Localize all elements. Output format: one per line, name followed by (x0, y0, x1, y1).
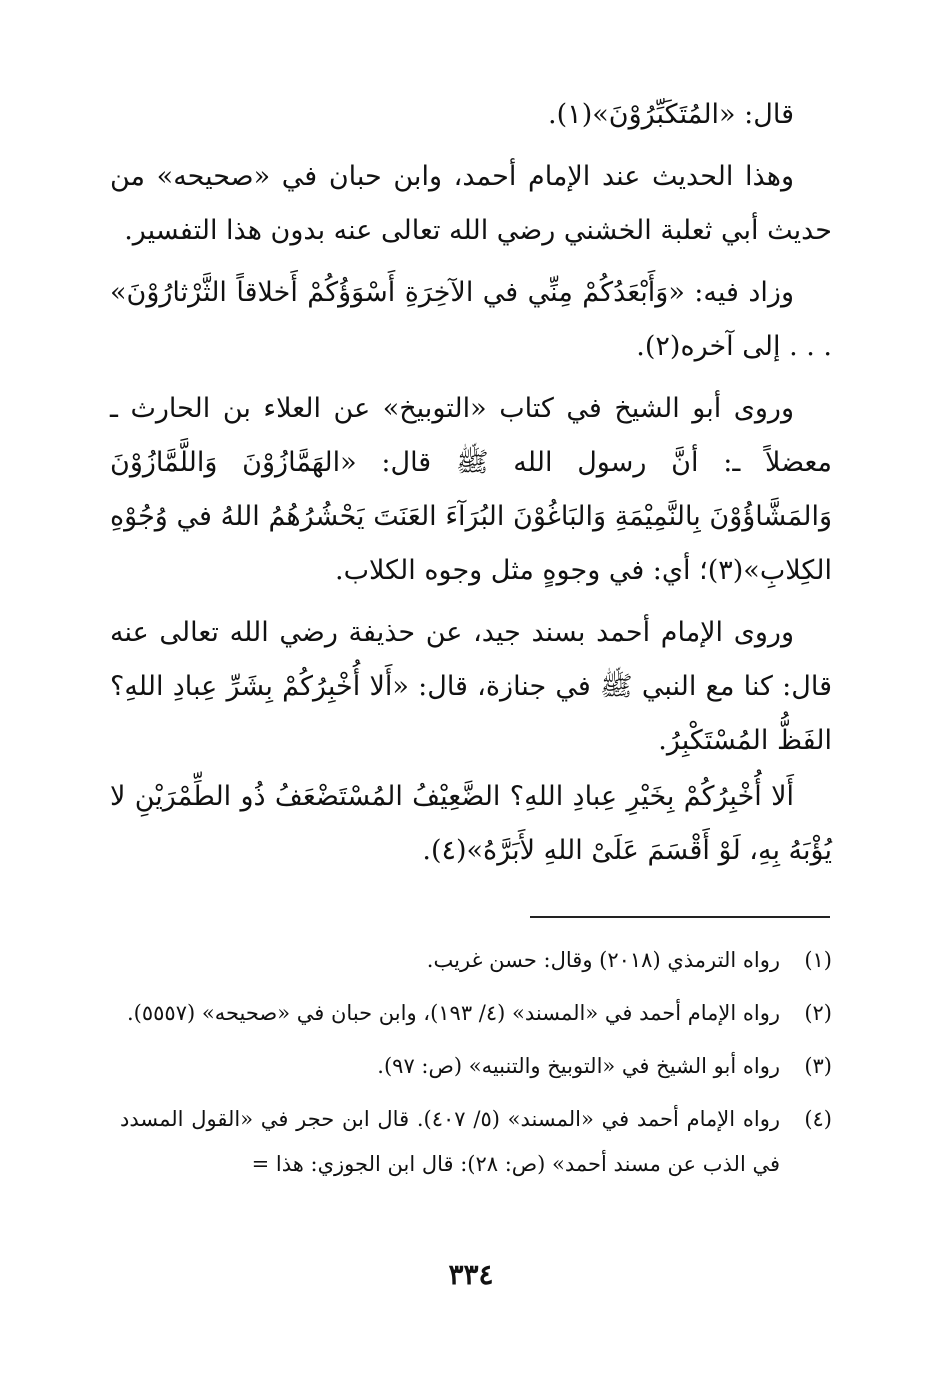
footnote-separator (530, 916, 830, 918)
paragraph-5: وروى الإمام أحمد بسند جيد، عن حذيفة رضي الله تعالى عنه قال: كنا مع النبي ﷺ في جنازة، قال: «أَلا أُخْبِرُكُمْ بِشَرِّ عِبادِ اللهِ؟ الفَظُّ المُسْتَكْبِرُ. (110, 617, 832, 756)
footnote-text: رواه أبو الشيخ في «التوبيخ والتنبيه» (ص: ٩٧). (377, 1054, 780, 1078)
footnote-number: (٤) (804, 1107, 832, 1131)
footnote-4 (120, 1097, 832, 1187)
paragraph-4: وروى أبو الشيخ في كتاب «التوبيخ» عن العلاء بن الحارث ـ معضلاً ـ: أنَّ رسول الله ﷺ قال: «الهَمَّازُوْنَ وَاللَّمَّازُوْنَ وَالمَشَّاؤُوْنَ بِالنَّمِيْمَةِ وَالبَاغُوْنَ البُرَآءَ العَنَتَ يَحْشُرُهُمُ اللهُ في وُجُوْهِ الكِلابِ»(٣)؛ أي: في وجوهٍ مثل وجوه الكلاب. (110, 393, 832, 586)
footnote-text: رواه الإمام أحمد في «المسند» (٤/ ١٩٣)، وابن حبان في «صحيحه» (٥٥٥٧). (127, 1001, 780, 1025)
footnote-number: (١) (804, 948, 832, 972)
footnote-2 (120, 991, 832, 1036)
paragraph-1: قال: «المُتَكَبِّرُوْنَ»(١). (548, 99, 794, 130)
page-number: ٣٣٤ (448, 1258, 494, 1291)
footnote-number: (٣) (804, 1054, 832, 1078)
paragraph-3: وزاد فيه: «وَأَبْعَدُكُمْ مِنِّي في الآخِرَةِ أَسْوَؤُكُمْ أَخلاقاً الثَّرْثارُوْنَ» . . . إلى آخره(٢). (110, 277, 832, 362)
footnote-text: رواه الإمام أحمد في «المسند» (٥/ ٤٠٧). قال ابن حجر في «القول المسدد في الذب عن مسند أحمد» (ص: ٢٨): قال ابن الجوزي: هذا = (120, 1107, 780, 1176)
footnote-text: رواه الترمذي (٢٠١٨) وقال: حسن غريب. (426, 948, 780, 972)
footnote-number: (٢) (804, 1001, 832, 1025)
footnote-1 (120, 938, 832, 983)
main-text (110, 88, 832, 886)
paragraph-2: وهذا الحديث عند الإمام أحمد، وابن حبان في «صحيحه» من حديث أبي ثعلبة الخشني رضي الله تعالى عنه بدون هذا التفسير. (110, 161, 832, 246)
footnote-3 (120, 1044, 832, 1089)
paragraph-6: أَلا أُخْبِرُكُمْ بِخَيْرِ عِبادِ اللهِ؟ الضَّعِيْفُ المُسْتَضْعَفُ ذُو الطِّمْرَيْنِ لا يُؤْبَهُ بِهِ، لَوْ أَقْسَمَ عَلَىْ اللهِ لأَبَرَّهُ»(٤). (110, 781, 832, 866)
footnotes (120, 938, 832, 1195)
